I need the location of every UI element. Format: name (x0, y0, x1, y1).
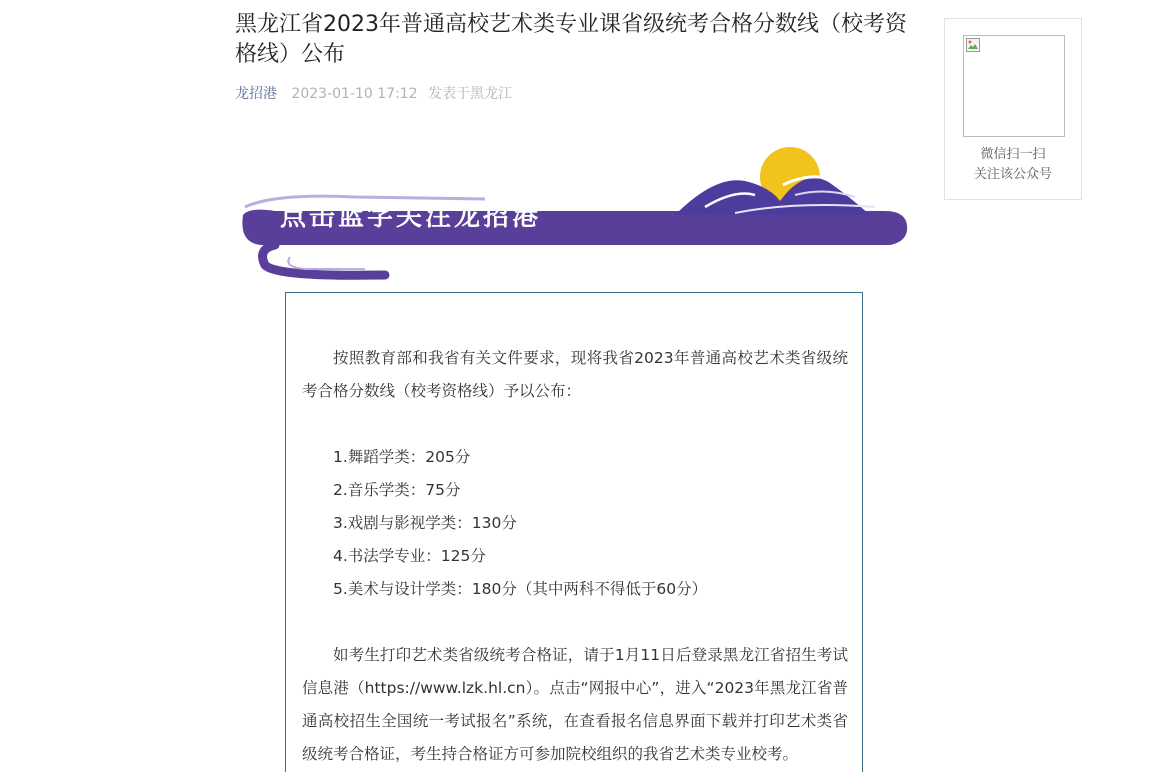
article-content-box (285, 292, 863, 772)
score-item-music: 2.音乐学类：75分 (333, 481, 461, 499)
banner-text: 点击蓝字关注龙招港 (280, 202, 542, 232)
notice-paragraph: 如考生打印艺术类省级统考合格证，请于1月11日后登录黑龙江省招生考试信息港（https://www.lzk.hl.cn）。点击“网报中心”，进入“2023年黑龙江省普通高校招生全国统一考试报名”系统，在查看报名信息界面下载并打印艺术类省级统考合格证，考生持合格证方可参加院校组织的我省艺术类专业校考。 (302, 646, 848, 763)
score-item-calligraphy: 4.书法学专业：125分 (333, 547, 486, 565)
publish-location: 发表于黑龙江 (428, 86, 513, 102)
qr-caption-line1: 微信扫一扫 (980, 147, 1046, 162)
score-item-art-design: 5.美术与设计学类：180分（其中两科不得低于60分） (333, 580, 708, 598)
intro-paragraph: 按照教育部和我省有关文件要求，现将我省2023年普通高校艺术类省级统考合格分数线（校考资格线）予以公布： (302, 349, 848, 400)
article-title: 黑龙江省2023年普通高校艺术类专业课省级统考合格分数线（校考资格线）公布 (235, 12, 907, 67)
qr-caption (945, 145, 1081, 185)
article-meta (235, 84, 512, 104)
qr-code-image (963, 35, 1065, 137)
broken-image-icon (966, 38, 980, 52)
account-name-link[interactable]: 龙招港 (235, 86, 277, 102)
score-list (302, 441, 848, 606)
score-item-dance: 1.舞蹈学类：205分 (333, 448, 471, 466)
banner-swirl (263, 245, 385, 275)
score-item-drama-film: 3.戏剧与影视学类：130分 (333, 514, 517, 532)
qr-caption-line2: 关注该公众号 (973, 167, 1052, 182)
publish-time: 2023-01-10 17:12 (291, 86, 418, 102)
qr-code-panel (944, 18, 1082, 200)
follow-banner[interactable] (235, 145, 910, 280)
